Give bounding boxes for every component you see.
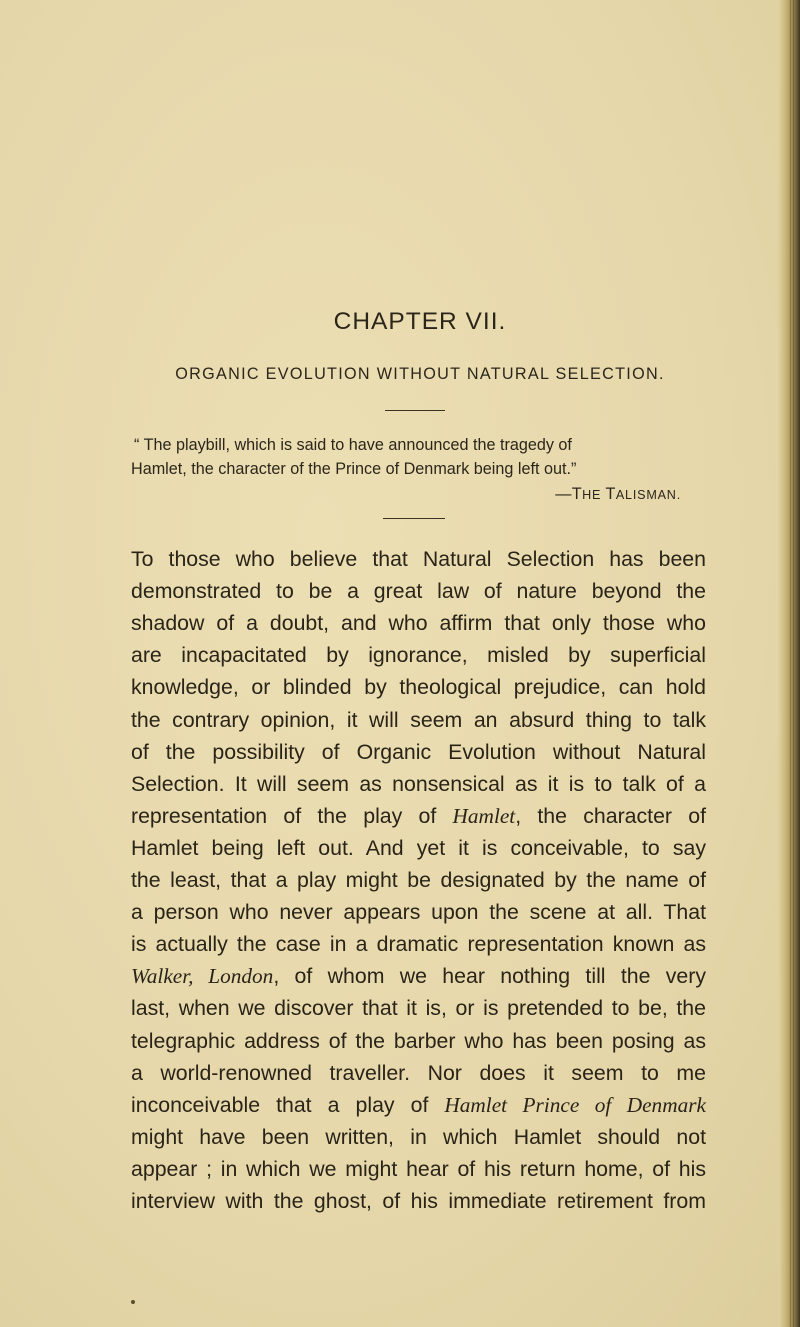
- body-text-run: To those who believe that Natural Selection has been: [131, 547, 706, 571]
- italic-title: Walker, London: [131, 964, 274, 989]
- body-text-run: telegraphic address of the barber who has been posing as: [131, 1028, 706, 1053]
- body-text-run: Hamlet being left out. And yet it is conceivable, to say: [131, 835, 706, 860]
- divider-rule: [383, 518, 445, 519]
- body-text-run: the least, that a play might be designated by the name of: [131, 868, 706, 892]
- attribution-text: —T: [555, 485, 583, 503]
- body-text-run: , the character of: [515, 803, 706, 828]
- body-text-run: inconceivable that a play of: [131, 1092, 445, 1117]
- body-line: [131, 1187, 706, 1215]
- body-line: [131, 641, 706, 669]
- page-edge: [778, 0, 800, 1327]
- chapter-heading: CHAPTER VII.: [333, 308, 507, 335]
- body-line: [131, 834, 706, 862]
- body-line: [131, 1027, 706, 1055]
- body-line: [131, 738, 706, 766]
- body-text-run: might have been written, in which Hamlet should not: [131, 1124, 706, 1149]
- body-line: [131, 1155, 706, 1183]
- body-text-run: a world-renowned traveller. Nor does it seem to me: [131, 1060, 706, 1085]
- body-text-run: knowledge, or blinded by theological prejudice, can hold: [131, 675, 706, 700]
- body-line: [131, 930, 706, 958]
- body-line: [131, 609, 706, 637]
- attribution-text: T: [605, 485, 616, 503]
- body-line: [131, 962, 706, 990]
- body-text-run: last, when we discover that it is, or is pretended to be, the: [131, 996, 706, 1021]
- italic-title: Hamlet: [452, 803, 516, 828]
- body-line: [131, 545, 706, 573]
- epigraph-line: Hamlet, the character of the Prince of Denmark being left out.”: [131, 460, 577, 478]
- epigraph-line: “ The playbill, which is said to have announced the tragedy of: [134, 436, 572, 454]
- italic-title: Hamlet Prince of Denmark: [444, 1092, 706, 1117]
- body-text-run: shadow of a doubt, and who affirm that only those who: [131, 611, 706, 636]
- body-line: [131, 577, 706, 605]
- body-line: [131, 706, 706, 734]
- body-line: [131, 673, 706, 701]
- body-text-run: is actually the case in a dramatic representation known as: [131, 932, 706, 957]
- body-text-run: Selection. It will seem as nonsensical as it is to talk of a: [131, 771, 706, 796]
- body-text-run: are incapacitated by ignorance, misled by superficial: [131, 643, 706, 668]
- body-text-run: demonstrated to be a great law of nature beyond the: [131, 579, 706, 604]
- body-text-run: a person who never appears upon the scene at all. That: [131, 900, 706, 925]
- body-line: [131, 1123, 706, 1151]
- chapter-subtitle: ORGANIC EVOLUTION WITHOUT NATURAL SELECTION.: [175, 365, 665, 383]
- body-line: [131, 898, 706, 926]
- body-text-run: of the possibility of Organic Evolution without Natural: [131, 739, 706, 764]
- body-line: [131, 1059, 706, 1087]
- body-text-run: interview with the ghost, of his immediate retirement from: [131, 1189, 706, 1213]
- body-line: [131, 802, 706, 830]
- body-line: [131, 994, 706, 1022]
- body-text-run: appear ; in which we might hear of his return home, of his: [131, 1156, 706, 1181]
- attribution-text: HE: [582, 488, 606, 502]
- body-text-run: the contrary opinion, it will seem an absurd thing to talk: [131, 707, 706, 732]
- body-line: [131, 866, 706, 894]
- paper-spot: [131, 1300, 135, 1304]
- body-text-run: , of whom we hear nothing till the very: [273, 964, 707, 989]
- body-text-run: representation of the play of: [131, 803, 453, 828]
- attribution-text: ALISMAN.: [615, 488, 681, 502]
- body-line: [131, 770, 706, 798]
- body-line: [131, 1091, 706, 1119]
- epigraph-attribution: [0, 482, 681, 507]
- divider-rule: [385, 410, 445, 411]
